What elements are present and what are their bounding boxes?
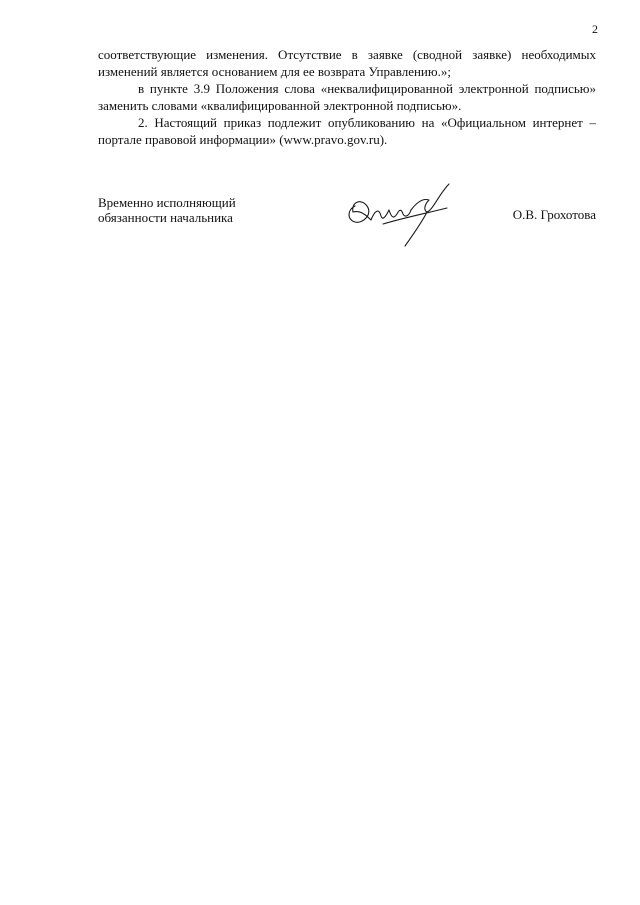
signature-stroke-flourish <box>411 184 449 212</box>
paragraph-publication: 2. Настоящий приказ подлежит опубликованию на «Официальном интернет – портале правовой информации» (www.pravo.gov.ru). <box>98 115 596 147</box>
paragraph-point-3-9: в пункте 3.9 Положения слова «неквалифицированной электронной подписью» заменить словами «квалифицированной электронной подписью». <box>98 81 596 113</box>
signer-position-line2: обязанности начальника <box>98 210 233 225</box>
page-number: 2 <box>592 22 598 36</box>
signer-position-line1: Временно исполняющий <box>98 195 236 210</box>
body-text <box>98 46 596 148</box>
paragraph-continuation: соответствующие изменения. Отсутствие в заявке (сводной заявке) необходимых изменений является основанием для ее возврата Управлению.»; <box>98 47 596 79</box>
signature-stroke-underline <box>383 208 447 224</box>
signature-block <box>98 180 596 250</box>
handwritten-signature <box>343 180 463 250</box>
signer-name: О.В. Грохотова <box>512 207 596 222</box>
signer-position <box>98 195 298 225</box>
